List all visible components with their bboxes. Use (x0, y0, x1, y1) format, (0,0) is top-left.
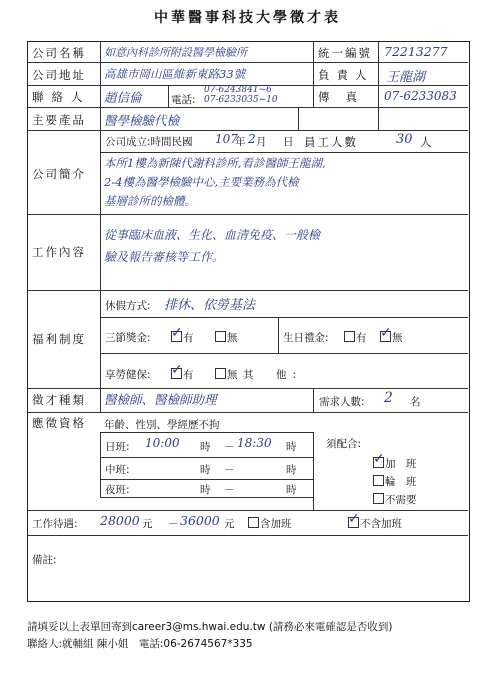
salary-label: 工作待遇: (32, 518, 78, 530)
leave-value: 排休、依勞基法 (164, 298, 256, 313)
salary-min-value: 28000 (100, 513, 140, 528)
intro-line-2: 2-4樓為醫學檢驗中心,主要業務為代檢 (104, 175, 299, 189)
include-overtime-option[interactable]: 含加班 (248, 516, 292, 531)
need-label: 需求人數: (319, 396, 365, 408)
mid-shift-label: 中班: (105, 464, 130, 476)
founded-label: 公司成立:時間民國 (105, 136, 193, 148)
other-label: 其 他: (243, 369, 303, 381)
bonus-yes-checkbox[interactable] (171, 331, 182, 342)
welfare-label: 福利制度 (32, 332, 86, 346)
day-hour-2: 時 (286, 441, 297, 453)
contact-value: 趙信倫 (104, 90, 142, 105)
need-unit: 名 (410, 396, 421, 408)
not-needed-option[interactable]: 不需要 (373, 492, 417, 507)
footer-contact: 聯絡人:就輔組 陳小姐 電話:06-2674567*335 (27, 638, 253, 650)
day-shift-label: 日班: (105, 441, 130, 453)
exclude-overtime-option[interactable]: ✓ 不含加班 (348, 516, 402, 531)
overtime-checkbox[interactable] (373, 457, 384, 468)
mid-dash: － (224, 464, 235, 476)
rotation-checkbox[interactable] (373, 475, 384, 486)
intro-line-3: 基層診所的檢體。 (104, 194, 196, 208)
insurance-no-option[interactable]: 無 (215, 367, 238, 382)
remarks-label: 備註: (32, 554, 57, 566)
mid-hour-1: 時 (200, 464, 211, 476)
intro-label: 公司簡介 (32, 167, 86, 181)
must-label: 須配合: (326, 438, 362, 450)
fax-value: 07-6233083 (384, 89, 457, 103)
birthday-yes-checkbox[interactable] (344, 331, 355, 342)
birthday-yes-option[interactable]: 有 (344, 330, 367, 345)
month-label: 月 (256, 136, 267, 148)
birthday-no-option[interactable]: ✓ 無 (380, 330, 403, 345)
birthday-no-checkbox[interactable] (380, 331, 391, 342)
night-dash: － (224, 484, 235, 496)
salary-max-value: 36000 (180, 513, 220, 528)
day-label: 日 (283, 136, 294, 148)
insurance-yes-option[interactable]: ✓ 有 (171, 367, 194, 382)
insurance-yes-checkbox[interactable] (171, 368, 182, 379)
include-overtime-checkbox[interactable] (248, 517, 259, 528)
address-value: 高雄市岡山區維新東路33號 (104, 67, 246, 81)
salary-dash: － (168, 518, 179, 530)
people-unit: 人 (420, 135, 434, 149)
rotation-option[interactable]: 輪 班 (373, 474, 417, 489)
job-form (27, 41, 470, 602)
work-label: 工作內容 (32, 245, 86, 259)
phone-value: 07-6243841~6 (204, 85, 272, 95)
birthday-label: 生日禮金: (283, 332, 329, 344)
night-hour-1: 時 (200, 484, 211, 496)
qualify-label: 應徵資格 (32, 416, 86, 430)
tax-id-label: 統一編號 (318, 46, 372, 60)
not-needed-checkbox[interactable] (373, 493, 384, 504)
leave-label: 休假方式: (105, 300, 151, 312)
owner-label: 負責人 (318, 68, 374, 82)
year-label: 年 (235, 136, 246, 148)
qualify-text: 年齡、性別、學經歷不拘 (104, 419, 220, 431)
footer-instruction: 請填妥以上表單回寄到career3@ms.hwai.edu.tw (請務必來電確認是否收到) (27, 621, 393, 633)
company-name-value: 如意內科診所附設醫學檢驗所 (104, 46, 247, 59)
mid-hour-2: 時 (286, 464, 297, 476)
bonus-yes-option[interactable]: ✓ 有 (171, 330, 194, 345)
need-count-value: 2 (384, 390, 393, 406)
fax-label: 傳真 (318, 90, 373, 104)
day-end-value: 18:30 (237, 436, 272, 450)
products-label: 主要產品 (32, 113, 86, 127)
phone-label: 電話: (171, 94, 196, 106)
phone-value-2: 07-6233035~10 (204, 95, 278, 105)
insurance-label: 享勞健保: (105, 369, 151, 381)
intro-line-1: 本所1樓為新陳代謝科診所,看診醫師王龍湖, (104, 156, 326, 170)
staff-label: 員工人數 (304, 135, 358, 149)
job-type-value: 醫檢師、醫檢師助理 (104, 392, 217, 407)
insurance-no-checkbox[interactable] (215, 368, 226, 379)
work-line-1: 從事臨床血液、生化、血清免疫、一般檢 (104, 228, 321, 242)
yuan-2: 元 (224, 518, 235, 530)
bonus-no-checkbox[interactable] (215, 331, 226, 342)
bonus-no-option[interactable]: 無 (215, 330, 238, 345)
day-dash: － (224, 441, 235, 453)
day-hour-1: 時 (200, 441, 211, 453)
products-value: 醫學檢驗代檢 (104, 113, 180, 128)
work-line-2: 驗及報告審核等工作。 (104, 250, 225, 264)
job-type-label: 徵才種類 (32, 393, 86, 407)
tax-id-value: 72213277 (384, 44, 448, 59)
staff-count-value: 30 (396, 132, 413, 147)
yuan-1: 元 (142, 518, 153, 530)
page-title: 中華醫事科技大學徵才表 (154, 10, 341, 26)
contact-label: 聯絡人 (32, 90, 91, 104)
founded-month-value: 2 (248, 132, 256, 146)
company-name-label: 公司名稱 (32, 46, 86, 60)
night-hour-2: 時 (286, 484, 297, 496)
bonus-label: 三節獎金: (105, 332, 151, 344)
night-shift-label: 夜班: (105, 484, 130, 496)
address-label: 公司地址 (32, 68, 86, 82)
founded-year-value: 107 (215, 132, 238, 146)
owner-value: 王龍湖 (386, 70, 426, 85)
exclude-overtime-checkbox[interactable] (348, 517, 359, 528)
day-start-value: 10:00 (145, 436, 180, 450)
overtime-option[interactable]: ✓加 班 (373, 456, 417, 471)
